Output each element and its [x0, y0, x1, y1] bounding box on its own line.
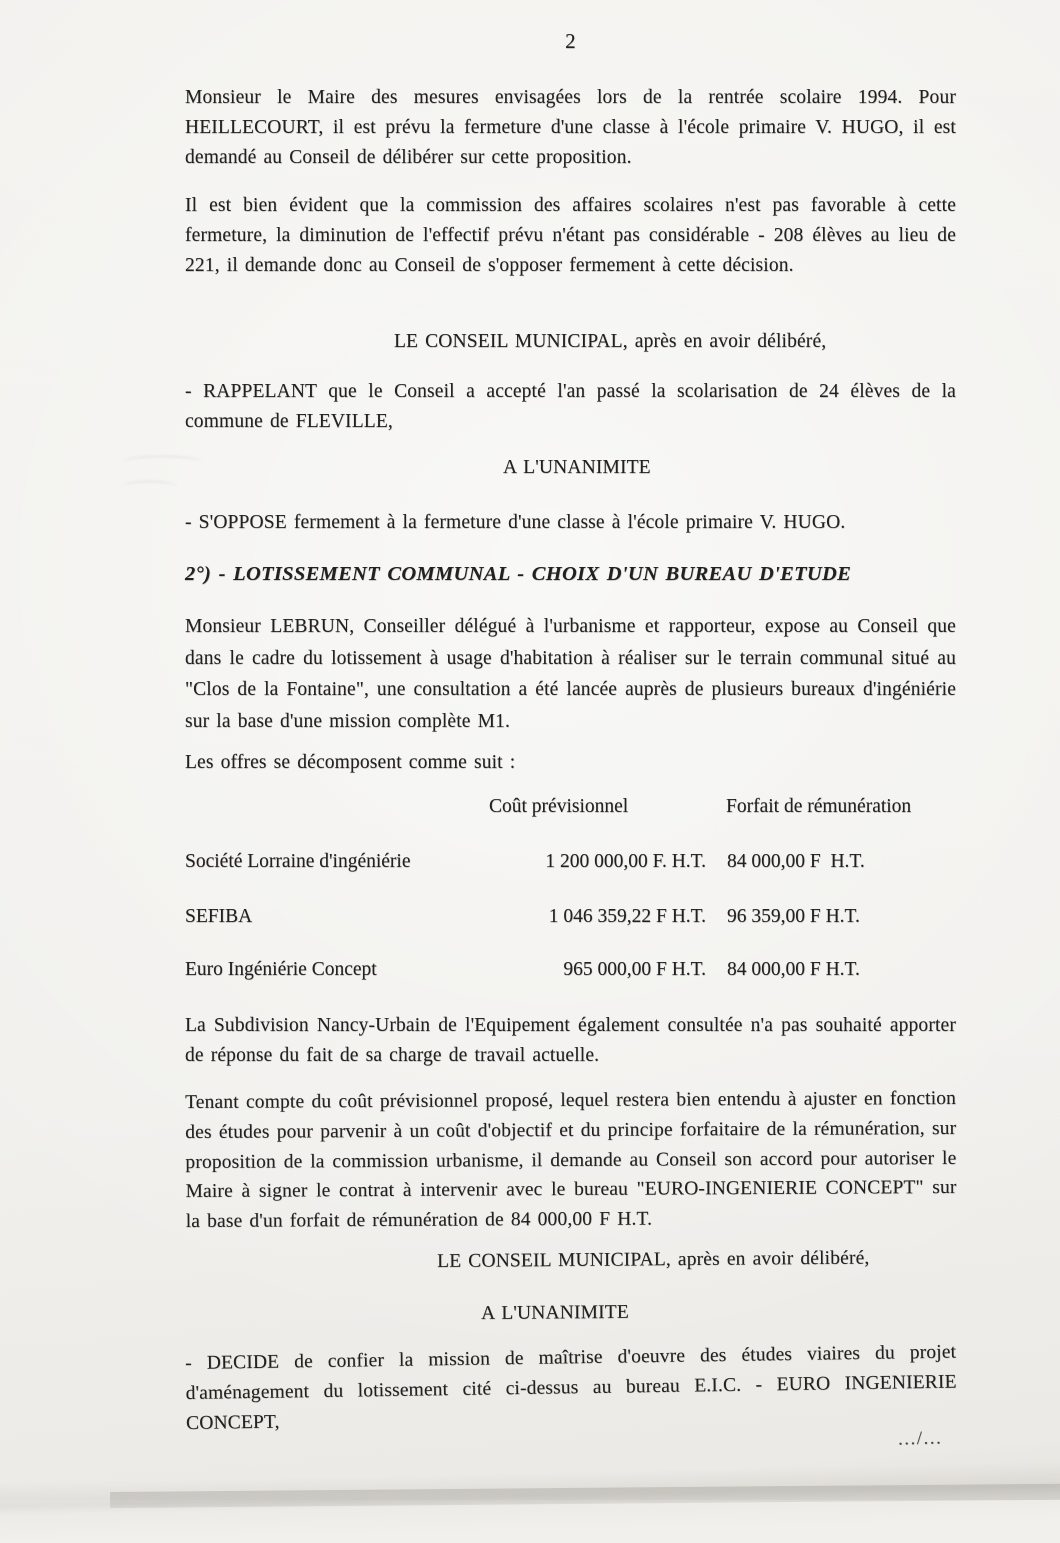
offer-fee: 84 000,00 F H.T.	[727, 851, 865, 872]
offers-header-cost: Coût prévisionnel	[489, 796, 629, 817]
page-number: 2	[565, 29, 576, 53]
paragraph-commission-avis: Il est bien évident que la commission des affaires scolaires n'est pas favorable à cette fermeture, la diminution de l'effectif prévu n'étant pas considérable - 208 élèves au lieu de 221, il demande donc au Conseil de s'opposer fermement à cette décision.	[185, 195, 956, 276]
paper-crease-shadow	[0, 1461, 1060, 1543]
section-heading-lotissement: 2°) - LOTISSEMENT COMMUNAL - CHOIX D'UN BUREAU D'ETUDE	[185, 563, 852, 585]
continuation-mark: .../...	[897, 1427, 943, 1450]
pencil-smudge-artifact	[116, 448, 208, 500]
line-conseil-municipal-1: LE CONSEIL MUNICIPAL, après en avoir délibéré,	[394, 331, 827, 352]
paragraph-rappelant: - RAPPELANT que le Conseil a accepté l'an passé la scolarisation de 24 élèves de la commune de FLEVILLE,	[185, 381, 956, 432]
offer-name: SEFIBA	[185, 906, 253, 927]
offers-intro: Les offres se décomposent comme suit :	[185, 752, 516, 773]
line-unanimite-1: A L'UNANIMITE	[503, 457, 651, 478]
paragraph-tenant-compte: Tenant compte du coût prévisionnel proposé, lequel restera bien entendu à ajuster en fonction des études pour parvenir à un coût d'objectif et du principe forfaitaire de la rémunération, sur proposition de la commission urbanisme, il demande au Conseil son accord pour autoriser le Maire à signer le contrat à intervenir avec le bureau "EURO-INGENIERIE CONCEPT" sur la base d'un forfait de rémunération de 84 000,00 F H.T.	[185, 1087, 957, 1233]
offer-row-societe-lorraine	[185, 851, 956, 883]
offer-name: Euro Ingéniérie Concept	[185, 959, 377, 980]
scan-bottom-edge-shadow	[110, 1483, 1060, 1508]
paragraph-soppose: - S'OPPOSE fermement à la fermeture d'une classe à l'école primaire V. HUGO.	[185, 512, 846, 533]
offers-header-fee: Forfait de rémunération	[726, 796, 912, 817]
offers-table-header	[185, 796, 956, 828]
offer-name: Société Lorraine d'ingéniérie	[185, 851, 411, 872]
offer-row-sefiba	[185, 906, 956, 938]
offer-cost: 1 046 359,22 F H.T.	[548, 906, 706, 927]
line-conseil-municipal-2: LE CONSEIL MUNICIPAL, après en avoir délibéré,	[437, 1247, 870, 1272]
offer-cost: 1 200 000,00 F. H.T.	[545, 851, 706, 872]
paragraph-subdivision: La Subdivision Nancy-Urbain de l'Equipement également consultée n'a pas souhaité apporter de réponse du fait de sa charge de travail actuelle.	[185, 1015, 956, 1066]
line-unanimite-2: A L'UNANIMITE	[481, 1301, 629, 1324]
offer-fee: 96 359,00 F H.T.	[727, 906, 860, 927]
offer-fee: 84 000,00 F H.T.	[727, 959, 860, 980]
paragraph-decide: - DECIDE de confier la mission de maîtrise d'oeuvre des études viaires du projet d'aménagement du lotissement cité ci-dessus au bureau E.I.C. - EURO INGENIERIE CONCEPT,	[185, 1341, 957, 1434]
paragraph-maire-mesures: Monsieur le Maire des mesures envisagées lors de la rentrée scolaire 1994. Pour HEILLECOURT, il est prévu la fermeture d'une classe à l'école primaire V. HUGO, il est demandé au Conseil de délibérer sur cette proposition.	[185, 87, 956, 168]
offer-cost: 965 000,00 F H.T.	[563, 959, 706, 980]
paragraph-lebrun: Monsieur LEBRUN, Conseiller délégué à l'urbanisme et rapporteur, expose au Conseil que dans le cadre du lotissement à usage d'habitation à réaliser sur le terrain communal situé au "Clos de la Fontaine", une consultation a été lancée auprès de plusieurs bureaux d'ingéniérie sur la base d'une mission complète M1.	[185, 616, 956, 732]
offer-row-euro-ingenierie	[185, 959, 956, 991]
